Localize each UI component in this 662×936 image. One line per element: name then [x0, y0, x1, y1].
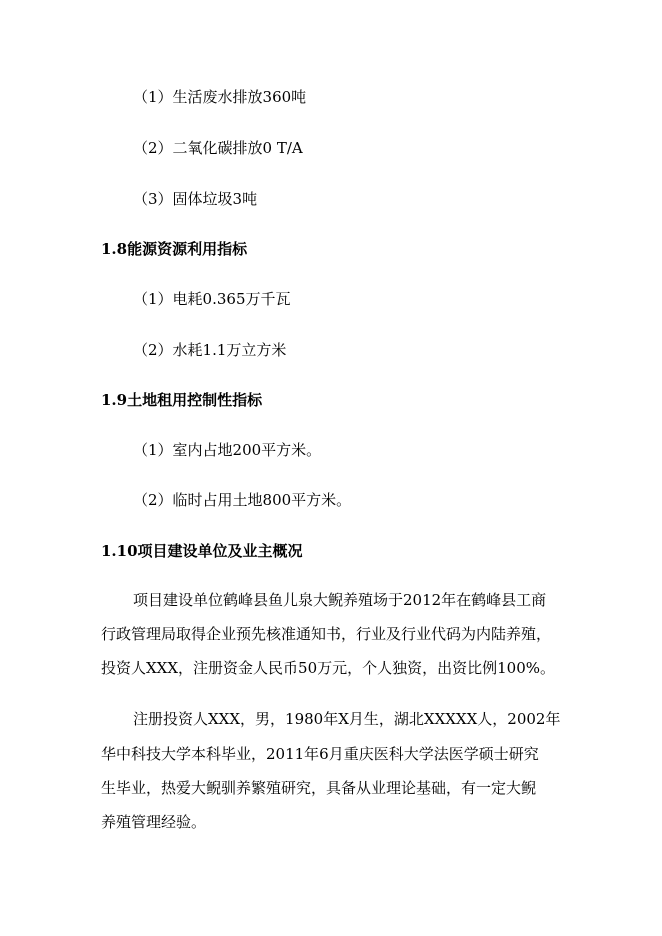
section-heading-1-10: 1.10项目建设单位及业主概况	[101, 542, 303, 560]
paragraph-line: 投资人XXX，注册资金人民币50万元，个人独资，出资比例100%。	[101, 659, 556, 677]
paragraph-line: 生毕业，热爱大鲵驯养繁殖研究，具备从业理论基础，有一定大鲵	[101, 779, 537, 797]
list-item: （2）水耗1.1万立方米	[133, 341, 287, 359]
list-item: （1）生活废水排放360吨	[133, 88, 307, 106]
paragraph-line: 注册投资人XXX，男，1980年X月生，湖北XXXXX人，2002年	[133, 710, 561, 728]
list-item: （3）固体垃圾3吨	[133, 190, 258, 208]
paragraph-line: 养殖管理经验。	[101, 813, 207, 831]
list-item: （2）二氧化碳排放0 T/A	[133, 139, 303, 157]
paragraph-line: 项目建设单位鹤峰县鱼儿泉大鲵养殖场于2012年在鹤峰县工商	[133, 591, 547, 609]
list-item: （2）临时占用土地800平方米。	[133, 491, 352, 509]
paragraph-line: 行政管理局取得企业预先核准通知书，行业及行业代码为内陆养殖，	[101, 625, 552, 643]
section-heading-1-9: 1.9土地租用控制性指标	[101, 391, 263, 409]
section-heading-1-8: 1.8能源资源利用指标	[101, 240, 248, 258]
paragraph-line: 华中科技大学本科毕业，2011年6月重庆医科大学法医学硕士研究	[101, 745, 539, 763]
list-item: （1）电耗0.365万千瓦	[133, 290, 291, 308]
list-item: （1）室内占地200平方米。	[133, 441, 322, 459]
